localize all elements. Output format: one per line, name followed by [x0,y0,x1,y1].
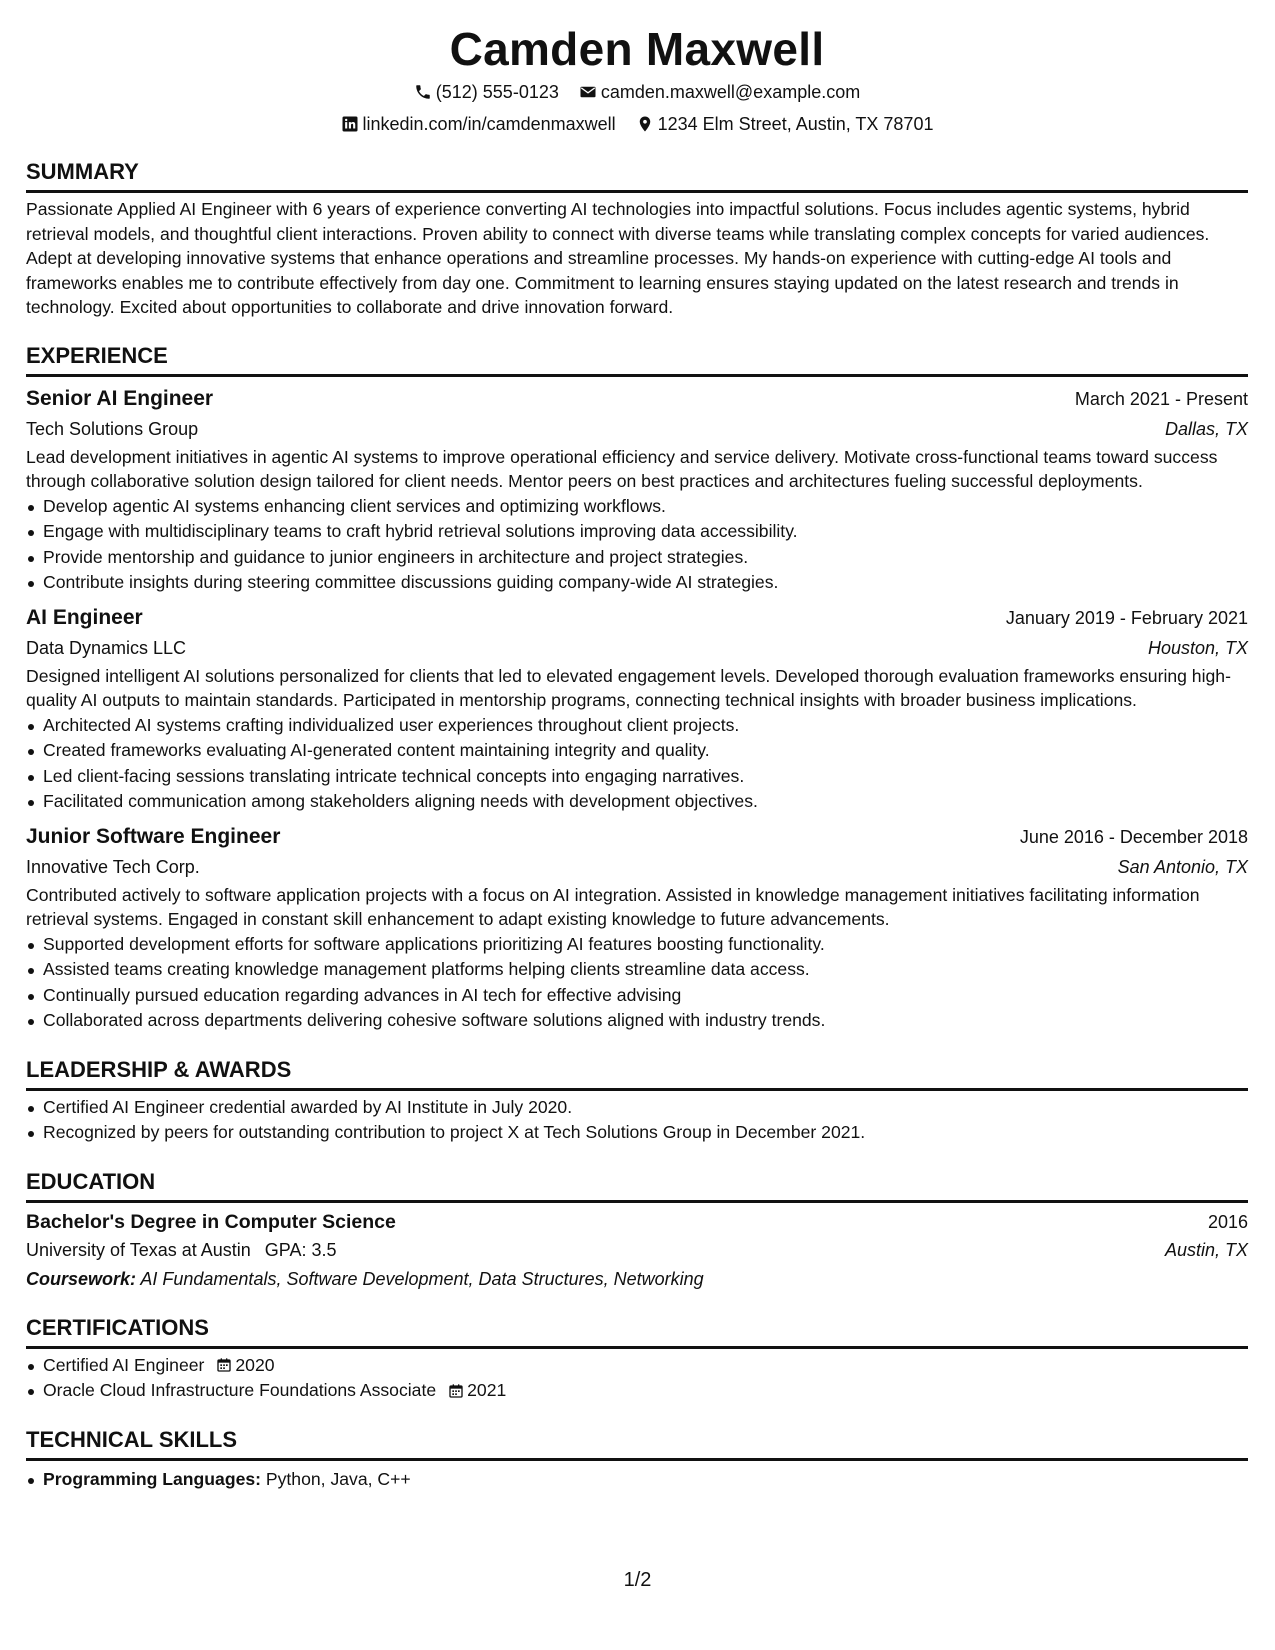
linkedin-icon [341,115,359,133]
phone-text: (512) 555-0123 [435,82,559,102]
list-item: Contribute insights during steering committee discussions guiding company-wide AI strategies. [26,570,1248,596]
envelope-icon [579,83,597,101]
coursework-label: Coursework: [26,1268,137,1289]
job-description: Contributed actively to software application projects with a focus on AI integration. Assisted in knowledge management initiatives facilitating information retrieval systems. Engaged in constant skill enhancement to adapt existing knowledge to future advancements. [26,884,1200,929]
list-item: Supported development efforts for software applications prioritizing AI features boosting functionality. [26,932,1248,958]
job-header [26,386,1248,412]
coursework [26,1266,1248,1292]
job-subheader [26,417,1248,441]
skill-label: Programming Languages: [43,1468,261,1489]
job-description: Designed intelligent AI solutions personalized for clients that led to elevated engagement levels. Developed thorough evaluation frameworks ensuring high-quality AI outputs to maintain standards. Participated in mentorship programs, connecting technical insights with broader business implications. [26,665,1231,710]
list-item [26,1353,1248,1379]
leadership-list [26,1095,1248,1146]
education-section [26,1146,1248,1292]
email-text: camden.maxwell@example.com [600,82,861,102]
list-item: Facilitated communication among stakeholders aligning needs with development objectives. [26,789,1248,815]
job-header [26,824,1248,850]
job-entry [26,605,1248,815]
cert-name: Oracle Cloud Infrastructure Foundations Associate [43,1380,437,1400]
job-company: Tech Solutions Group [26,418,199,439]
map-pin-icon [636,115,654,133]
job-entry [26,386,1248,596]
certifications-list [26,1353,1248,1404]
job-dates: March 2021 - Present [1074,388,1248,409]
school-name: University of Texas at Austin [26,1239,251,1260]
skills-list [26,1467,1248,1493]
cert-year: 2021 [467,1380,507,1400]
school-line [26,1238,336,1262]
list-item [26,1467,1248,1493]
job-entry [26,824,1248,1034]
gpa: GPA: 3.5 [264,1239,337,1260]
certifications-section [26,1292,1248,1404]
list-item: Led client-facing sessions translating intricate technical concepts into engaging narratives. [26,764,1248,790]
skill-value: Python, Java, C++ [265,1468,411,1489]
email-contact[interactable] [579,80,860,104]
leadership-heading: LEADERSHIP & AWARDS [26,1034,1248,1091]
list-item [26,1378,1248,1404]
list-item: Architected AI systems crafting individualized user experiences throughout client projects. [26,713,1248,739]
job-bullets [26,932,1248,1034]
job-dates: June 2016 - December 2018 [1019,826,1248,847]
job-header [26,605,1248,631]
job-subheader [26,855,1248,879]
list-item: Collaborated across departments delivering cohesive software solutions aligned with industry trends. [26,1008,1248,1034]
skills-section [26,1404,1248,1493]
certifications-heading: CERTIFICATIONS [26,1292,1248,1349]
summary-heading: SUMMARY [26,136,1248,193]
cert-year: 2020 [235,1354,275,1375]
list-item: Recognized by peers for outstanding contribution to project X at Tech Solutions Group in December 2021. [26,1120,1248,1146]
job-location: Houston, TX [1147,637,1248,658]
experience-heading: EXPERIENCE [26,320,1248,377]
summary-text: Passionate Applied AI Engineer with 6 years of experience converting AI technologies into impactful solutions. Focus includes agentic systems, hybrid retrieval models, and thoughtful client interactions. Proven ability to connect with diverse teams while translating complex concepts for varied audiences. Adept at developing innovative systems that enhance operations and streamline processes. My hands-on experience with cutting-edge AI tools and frameworks enables me to contribute effectively from day one. Commitment to learning ensures staying updated on the latest research and trends in technology. Excited about opportunities to collaborate and drive innovation forward. [26,199,1210,317]
job-location: Dallas, TX [1164,418,1248,439]
skills-heading: TECHNICAL SKILLS [26,1404,1248,1461]
coursework-list: AI Fundamentals, Software Development, Data Structures, Networking [140,1268,704,1289]
education-heading: EDUCATION [26,1146,1248,1203]
job-location: San Antonio, TX [1117,856,1248,877]
job-dates: January 2019 - February 2021 [1005,607,1248,628]
list-item: Continually pursued education regarding advances in AI tech for effective advising [26,983,1248,1009]
resume-page [26,18,1248,1492]
list-item: Engage with multidisciplinary teams to craft hybrid retrieval solutions improving data accessibility. [26,519,1248,545]
summary-section [26,136,1248,320]
leadership-section [26,1034,1248,1146]
linkedin-text: linkedin.com/in/camdenmaxwell [362,114,616,134]
candidate-name: Camden Maxwell [449,23,825,75]
list-item: Assisted teams creating knowledge management platforms helping clients streamline data access. [26,957,1248,983]
job-bullets [26,713,1248,815]
page-number: 1/2 [623,1569,652,1591]
job-title: AI Engineer [26,605,143,629]
job-title: Senior AI Engineer [26,386,214,410]
contact-row-2 [26,112,1248,136]
list-item: Certified AI Engineer credential awarded by AI Institute in July 2020. [26,1095,1248,1121]
list-item: Develop agentic AI systems enhancing client services and optimizing workflows. [26,494,1248,520]
address-text: 1234 Elm Street, Austin, TX 78701 [657,114,934,134]
address-contact [636,112,934,136]
phone-icon [414,83,432,101]
calendar-icon [448,1383,464,1399]
education-subheader [26,1238,1248,1262]
cert-name: Certified AI Engineer [43,1354,205,1375]
job-description: Lead development initiatives in agentic AI systems to improve operational efficiency and service delivery. Motivate cross-functional teams toward success through collaborative solution design tailored for client needs. Mentor peers on best practices and architectures fueling successful deployments. [26,446,1218,491]
calendar-icon [216,1357,232,1373]
list-item: Created frameworks evaluating AI-generated content maintaining integrity and quality. [26,738,1248,764]
phone-contact [414,80,559,104]
job-bullets [26,494,1248,596]
job-subheader [26,636,1248,660]
school-location: Austin, TX [1164,1239,1248,1260]
job-company: Data Dynamics LLC [26,637,187,658]
contact-row-1 [26,80,1248,104]
degree-title: Bachelor's Degree in Computer Science [26,1210,396,1233]
graduation-year: 2016 [1207,1211,1248,1232]
education-header [26,1209,1248,1235]
experience-section [26,320,1248,1034]
job-company: Innovative Tech Corp. [26,856,200,877]
linkedin-contact[interactable] [341,112,616,136]
list-item: Provide mentorship and guidance to junior engineers in architecture and project strategies. [26,545,1248,571]
job-title: Junior Software Engineer [26,824,281,848]
